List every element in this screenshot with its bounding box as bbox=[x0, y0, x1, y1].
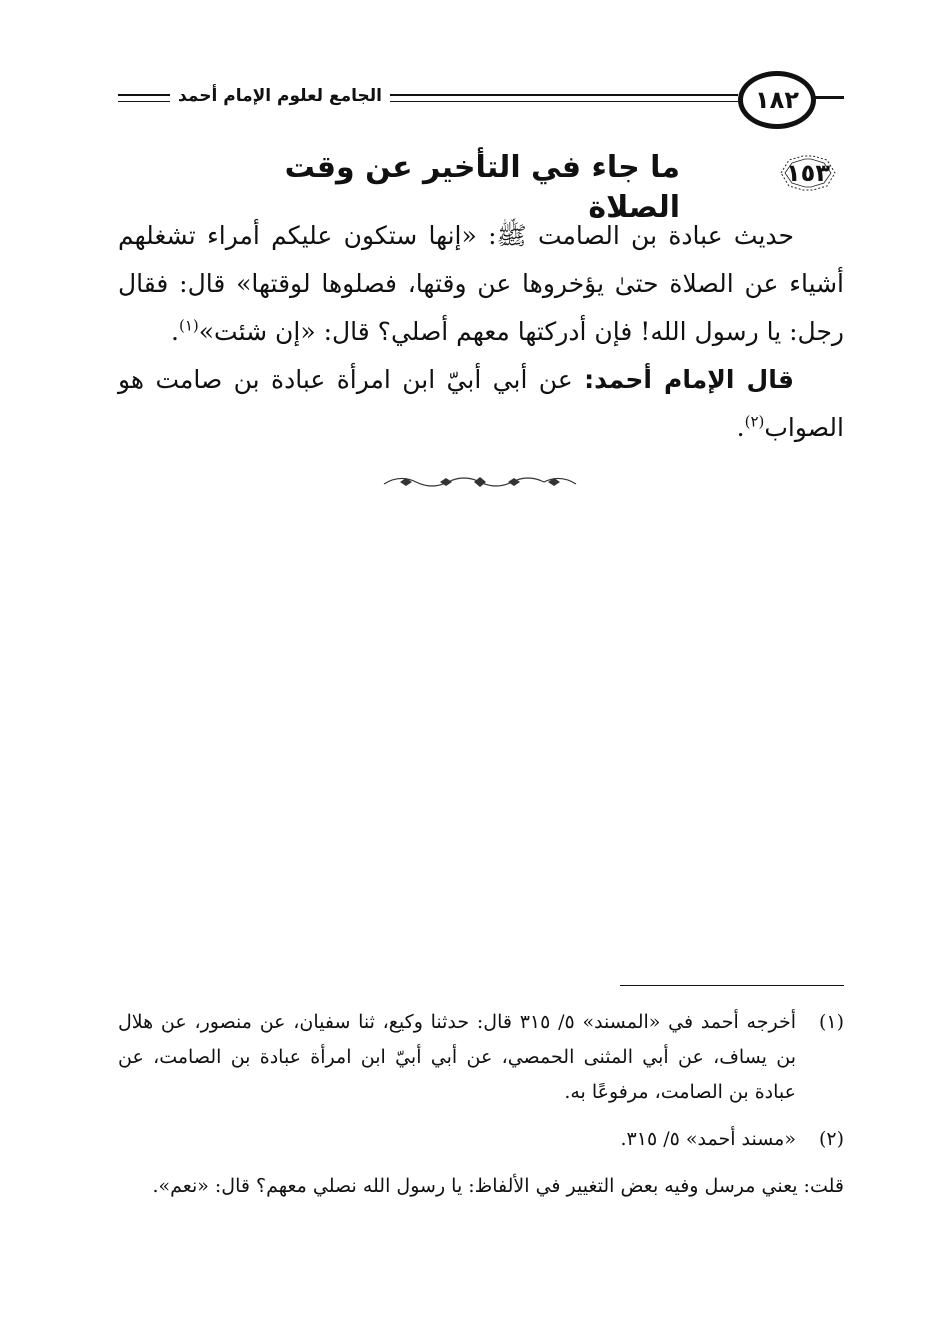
footnote-ref-1[interactable]: (١) bbox=[178, 316, 199, 335]
running-title: الجامع لعلوم الإمام أحمد bbox=[170, 86, 390, 106]
footnote-text: أخرجه أحمد في «المسند» ٥/ ٣١٥ قال: حدثنا وكيع، ثنا سفيان، عن منصور، عن هلال بن يساف، عن أبي المثنى الحمصي، عن أبي أبيّ ابن امرأة عبادة بن الصامت، عن عبادة بن الصامت، مرفوعًا به. bbox=[118, 1011, 796, 1103]
separator-ornament-icon bbox=[380, 470, 580, 492]
paragraph-imam-ahmad bbox=[118, 356, 844, 452]
footnote-number: (١) bbox=[818, 1011, 844, 1033]
paragraph-hadith bbox=[118, 212, 844, 356]
paragraph-hadith-text: حديث عبادة بن الصامت ﷺ: «إنها ستكون عليكم أمراء تشغلهم أشياء عن الصلاة حتىٰ يؤخروها عن وقتها، فصلوها لوقتها» قال: فقال رجل: يا رسول الله! فإن أدركتها معهم أصلي؟ قال: «إن شئت» bbox=[118, 221, 844, 346]
paragraph-imam-ahmad-end: . bbox=[736, 413, 745, 442]
section-title: ما جاء في التأخير عن وقت الصلاة bbox=[284, 150, 680, 225]
paragraph-hadith-end: . bbox=[171, 317, 179, 346]
footnote-separator bbox=[620, 985, 844, 986]
footnote-2 bbox=[118, 1122, 844, 1157]
section-number-badge bbox=[775, 152, 841, 194]
footnote-comment bbox=[118, 1169, 844, 1204]
main-text bbox=[118, 212, 844, 452]
page-number-text: ١٨٢ bbox=[755, 86, 799, 114]
footnote-1 bbox=[118, 1005, 844, 1110]
footnote-number: (٢) bbox=[818, 1128, 844, 1150]
page-number bbox=[738, 71, 816, 129]
header-rule-right bbox=[812, 96, 844, 99]
section-number: ١٥٣ bbox=[786, 159, 830, 187]
imam-ahmad-lead: قال الإمام أحمد: bbox=[584, 365, 795, 394]
footnote-comment-text: قلت: يعني مرسل وفيه بعض التغيير في الألفاظ: يا رسول الله نصلي معهم؟ قال: «نعم». bbox=[152, 1175, 844, 1197]
footnote-text: «مسند أحمد» ٥/ ٣١٥. bbox=[620, 1128, 796, 1150]
paragraph-imam-ahmad-text: عن أبي أبيّ ابن امرأة عبادة بن صامت هو الصواب bbox=[118, 365, 844, 442]
footnotes bbox=[118, 1005, 844, 1216]
footnote-ref-2[interactable]: (٢) bbox=[744, 412, 765, 431]
